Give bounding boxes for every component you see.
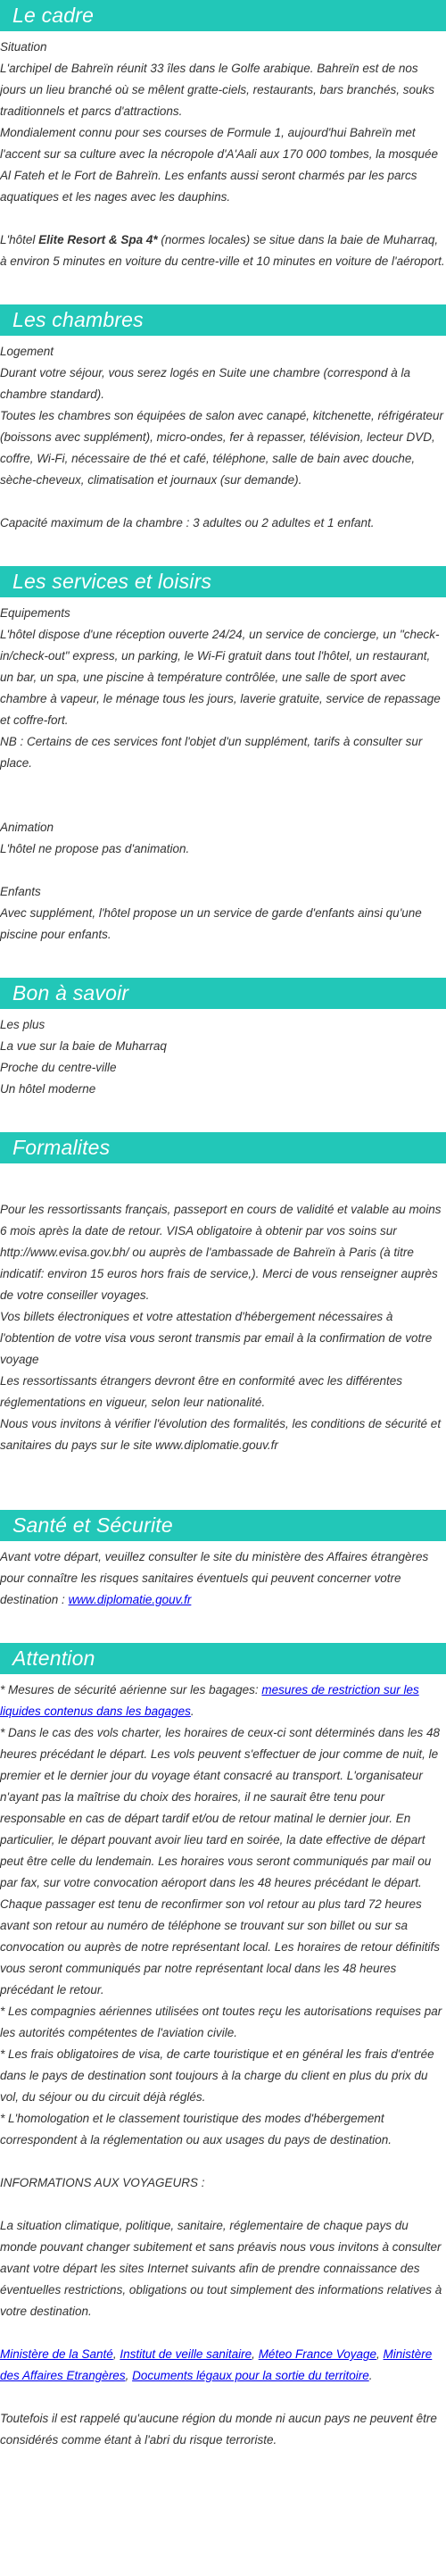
link-veille-sanitaire[interactable]: Institut de veille sanitaire bbox=[120, 2347, 252, 2361]
chambres-paragraph-1: Durant votre séjour, vous serez logés en Suite une chambre (correspond à la chambre standard). bbox=[0, 366, 411, 401]
link-documents-legaux[interactable]: Documents légaux pour la sortie du territoire bbox=[132, 2369, 369, 2382]
section-formalites bbox=[0, 1163, 446, 1456]
chambres-subtitle: Logement bbox=[0, 345, 54, 358]
enfants-title: Enfants bbox=[0, 885, 41, 898]
useful-links: Ministère de la Santé, Institut de veille sanitaire, Méteo France Voyage, Ministère des Affaires Etrangères, Documents légaux pour la sortie du territoire. bbox=[0, 2347, 433, 2382]
section-header-bon-a-savoir: Bon à savoir bbox=[0, 978, 446, 1009]
cadre-p3-after: (normes locales) se situe dans la baie de Muharraq, à environ 5 minutes en voiture du centre-ville et 10 minutes en voiture de l'aéroport. bbox=[0, 233, 445, 268]
cadre-paragraph-2: Mondialement connu pour ses courses de Formule 1, aujourd'hui Bahreïn met l'accent sur sa culture avec la nécropole d'A'Aali aux 170 000 tombes, la mosquée Al Fateh et le Fort de Bahreïn. Les enfants aussi seront charmés par les parcs aquatiques et les nages avec les dauphins. bbox=[0, 126, 439, 204]
attention-p1-after: . bbox=[190, 1705, 194, 1718]
formalites-paragraph-1: Pour les ressortissants français, passeport en cours de validité et valable au moins 6 mois après la date de retour. VISA obligatoire à obtenir par vos soins sur http://www.evisa.gov.bh/ ou auprès de l'ambassade de Bahreïn à Paris (à titre indicatif: environ 15 euros hors frais de service,). Merci de vous renseigner auprès de votre conseiller voyages. bbox=[0, 1203, 442, 1302]
section-header-attention: Attention bbox=[0, 1643, 446, 1674]
liquid-restriction-link[interactable]: mesures de restriction sur les liquides contenus dans les bagages bbox=[0, 1683, 419, 1718]
formalites-paragraph-4: Nous vous invitons à vérifier l'évolution des formalités, les conditions de sécurité et sanitaires du pays sur le site www.diplomatie.gouv.fr bbox=[0, 1417, 442, 1452]
sante-text: Avant votre départ, veuillez consulter le site du ministère des Affaires étrangères pour connaître les risques sanitaires éventuels qui peuvent concerner votre destination : bbox=[0, 1550, 429, 1606]
list-item: Un hôtel moderne bbox=[0, 1082, 96, 1096]
enfants-text: Avec supplément, l'hôtel propose un un service de garde d'enfants ainsi qu'une piscine pour enfants. bbox=[0, 906, 422, 941]
attention-paragraph-4: * Les frais obligatoires de visa, de carte touristique et en général les frais d'entrée dans le pays de destination sont toujours à la charge du client en plus du prix du vol, du séjour ou du circuit déjà réglés. bbox=[0, 2047, 434, 2104]
link-meteo-france[interactable]: Méteo France Voyage bbox=[258, 2347, 377, 2361]
attention-paragraph-3: * Les compagnies aériennes utilisées ont toutes reçu les autorisations requises par les autorités compétentes de l'aviation civile. bbox=[0, 2005, 442, 2039]
attention-p1-before: * Mesures de sécurité aérienne sur les bagages: bbox=[0, 1683, 262, 1696]
section-header-cadre: Le cadre bbox=[0, 0, 446, 31]
cadre-paragraph-1: L'archipel de Bahreïn réunit 33 îles dans le Golfe arabique. Bahreïn est de nos jours un lieu branché où se mêlent gratte-ciels, restaurants, bars branchés, souks traditionnels et parcs d'attractions. bbox=[0, 62, 435, 118]
chambres-paragraph-3: Capacité maximum de la chambre : 3 adultes ou 2 adultes et 1 enfant. bbox=[0, 516, 375, 529]
section-header-chambres: Les chambres bbox=[0, 304, 446, 336]
animation-text: L'hôtel ne propose pas d'animation. bbox=[0, 842, 190, 855]
section-sante bbox=[0, 1541, 446, 1611]
services-paragraph-2: NB : Certains de ces services font l'objet d'un supplément, tarifs à consulter sur place. bbox=[0, 735, 423, 770]
formalites-paragraph-2: Vos billets électroniques et votre attestation d'hébergement nécessaires à l'obtention de votre visa vous seront transmis par email à la confirmation de votre voyage bbox=[0, 1310, 433, 1366]
cadre-paragraph-3 bbox=[0, 229, 446, 272]
section-services bbox=[0, 597, 446, 946]
hotel-name: Elite Resort & Spa 4* bbox=[38, 233, 158, 246]
list-item: La vue sur la baie de Muharraq bbox=[0, 1039, 167, 1053]
attention-paragraph-7: Toutefois il est rappelé qu'aucune région du monde ni aucun pays ne peuvent être considérés comme étant à l'abri du risque terroriste. bbox=[0, 2412, 437, 2447]
sante-paragraph bbox=[0, 1546, 446, 1611]
diplomatie-link[interactable]: www.diplomatie.gouv.fr bbox=[68, 1593, 192, 1606]
link-ministere-sante[interactable]: Ministère de la Santé bbox=[0, 2347, 113, 2361]
attention-paragraph-2: * Dans le cas des vols charter, les horaires de ceux-ci sont déterminés dans les 48 heures précédant le départ. Les vols peuvent s'effectuer de jour comme de nuit, le premier et le dernier jour du voyage étant consacré au transport. L'organisateur n'ayant pas la maîtrise du choix des horaires, il ne saurait être tenu pour responsable en cas de départ tardif et/ou de retour matinal le dernier jour. En particulier, le départ pouvant avoir lieu tard en soirée, la date effective de départ peut être celle du lendemain. Les horaires vous seront communiqués par mail ou par fax, sur votre convocation aéroport dans les 48 heures précédant le départ. Chaque passager est tenu de reconfirmer son vol retour au plus tard 72 heures avant son retour au numéro de téléphone se trouvant sur son billet ou sur sa convocation ou auprès de notre représentant local. Les horaires de retour définitifs vous seront communiqués par notre représentant local dans les 48 heures précédant le retour. bbox=[0, 1726, 441, 1997]
attention-paragraph-6: La situation climatique, politique, sanitaire, réglementaire de chaque pays du monde pouvant changer subitement et sans préavis nous vous invitons à consulter avant votre départ les sites Internet suivants afin de prendre connaissance des éventuelles restrictions, obligations ou tout simplement des informations relatives à votre destination. bbox=[0, 2219, 442, 2318]
services-paragraph-1: L'hôtel dispose d'une réception ouverte 24/24, un service de concierge, un "check-in/check-out" express, un parking, le Wi-Fi gratuit dans tout l'hôtel, un restaurant, un bar, un spa, une piscine à température contrôlée, une salle de sport avec chambre à vapeur, le ménage tous les jours, laverie gratuite, service de repassage et coffre-fort. bbox=[0, 628, 441, 727]
bon-subtitle: Les plus bbox=[0, 1018, 45, 1031]
chambres-paragraph-2: Toutes les chambres son équipées de salon avec canapé, kitchenette, réfrigérateur (boissons avec supplément), micro-ondes, fer à repasser, télévision, lecteur DVD, coffre, Wi-Fi, nécessaire de thé et café, téléphone, salle de bain avec douche, sèche-cheveux, climatisation et journaux (sur demande). bbox=[0, 409, 444, 487]
section-header-services: Les services et loisirs bbox=[0, 566, 446, 597]
services-subtitle: Equipements bbox=[0, 606, 70, 620]
formalites-paragraph-3: Les ressortissants étrangers devront être en conformité avec les différentes réglementations en vigueur, selon leur nationalité. bbox=[0, 1374, 402, 1409]
animation-title: Animation bbox=[0, 821, 54, 834]
attention-paragraph-1 bbox=[0, 1680, 446, 1722]
section-bon-a-savoir bbox=[0, 1009, 446, 1100]
list-item: Proche du centre-ville bbox=[0, 1061, 117, 1074]
section-header-sante: Santé et Sécurite bbox=[0, 1510, 446, 1541]
cadre-subtitle: Situation bbox=[0, 40, 47, 54]
attention-paragraph-5: * L'homologation et le classement touristique des modes d'hébergement correspondent à la réglementation ou aux usages du pays de destination. bbox=[0, 2112, 392, 2147]
info-voyageurs-title: INFORMATIONS AUX VOYAGEURS : bbox=[0, 2176, 205, 2189]
section-cadre bbox=[0, 31, 446, 272]
section-header-formalites: Formalites bbox=[0, 1132, 446, 1163]
link-affaires-etrangeres[interactable]: Ministère des Affaires Etrangères bbox=[0, 2347, 433, 2382]
cadre-p3-before: L'hôtel bbox=[0, 233, 39, 246]
section-chambres bbox=[0, 336, 446, 534]
section-attention bbox=[0, 1674, 446, 2451]
